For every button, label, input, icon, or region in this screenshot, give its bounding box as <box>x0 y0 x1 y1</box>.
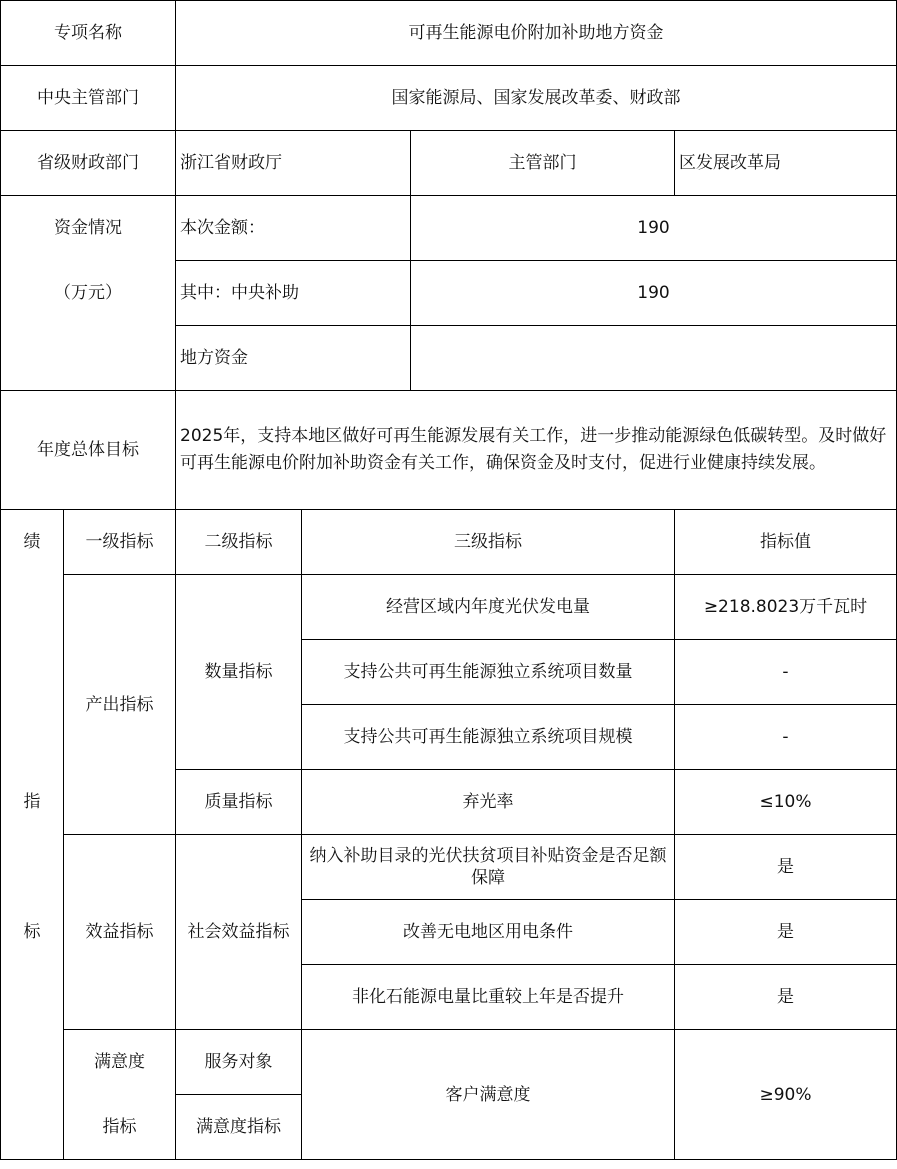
indicator-name: 纳入补助目录的光伏扶贫项目补贴资金是否足额保障 <box>302 835 675 900</box>
satisfaction-indicator-label: 满意度指标 <box>176 1095 302 1160</box>
current-amount-label: 本次金额： <box>176 196 411 261</box>
central-dept-value: 国家能源局、国家发展改革委、财政部 <box>176 66 897 131</box>
output-indicator-label: 产出指标 <box>64 575 176 835</box>
indicator-name: 支持公共可再生能源独立系统项目数量 <box>302 640 675 705</box>
row-central-subsidy <box>1 261 897 326</box>
col-level1-header: 一级指标 <box>64 510 176 575</box>
row-indicator-header <box>1 510 897 575</box>
indicator-value: - <box>675 705 897 770</box>
satisfaction-label-line1: 满意度 <box>64 1030 176 1095</box>
funds-label-line1: 资金情况 <box>1 196 176 261</box>
col-level3-header: 三级指标 <box>302 510 675 575</box>
row-current-amount <box>1 196 897 261</box>
row-local-funds <box>1 326 897 391</box>
funds-label-line2: （万元） <box>1 261 176 326</box>
quantity-indicator-label: 数量指标 <box>176 575 302 770</box>
project-name-value: 可再生能源电价附加补助地方资金 <box>176 1 897 66</box>
funds-label-empty <box>1 326 176 391</box>
annual-goal-label: 年度总体目标 <box>1 391 176 510</box>
row-central-dept <box>1 66 897 131</box>
admin-dept-value: 区发展改革局 <box>675 131 897 196</box>
project-name-label: 专项名称 <box>1 1 176 66</box>
quality-indicator-label: 质量指标 <box>176 770 302 835</box>
satisfaction-label-line2: 指标 <box>64 1095 176 1160</box>
indicator-value: 是 <box>675 900 897 965</box>
central-subsidy-value: 190 <box>411 261 897 326</box>
social-benefit-indicator-label: 社会效益指标 <box>176 835 302 1030</box>
indicator-name: 客户满意度 <box>302 1030 675 1160</box>
indicator-name: 经营区域内年度光伏发电量 <box>302 575 675 640</box>
indicator-name: 弃光率 <box>302 770 675 835</box>
local-funds-value <box>411 326 897 391</box>
benefit-indicator-label: 效益指标 <box>64 835 176 1030</box>
row-annual-goal <box>1 391 897 510</box>
table-row <box>1 575 897 640</box>
row-project-name <box>1 1 897 66</box>
admin-dept-label: 主管部门 <box>411 131 675 196</box>
annual-goal-text: 2025年，支持本地区做好可再生能源发展有关工作，进一步推动能源绿色低碳转型。及时做好可再生能源电价附加补助资金有关工作，确保资金及时支付，促进行业健康持续发展。 <box>176 391 897 510</box>
local-funds-label: 地方资金 <box>176 326 411 391</box>
central-dept-label: 中央主管部门 <box>1 66 176 131</box>
indicator-name: 改善无电地区用电条件 <box>302 900 675 965</box>
current-amount-value: 190 <box>411 196 897 261</box>
side-label-2: 指 <box>1 770 64 835</box>
col-value-header: 指标值 <box>675 510 897 575</box>
prov-finance-label: 省级财政部门 <box>1 131 176 196</box>
indicator-value: - <box>675 640 897 705</box>
indicator-value: 是 <box>675 835 897 900</box>
indicator-value: ≥218.8023万千瓦时 <box>675 575 897 640</box>
row-prov-finance <box>1 131 897 196</box>
table-row <box>1 1030 897 1095</box>
indicator-value: ≥90% <box>675 1030 897 1160</box>
indicator-value: 是 <box>675 965 897 1030</box>
central-subsidy-label: 其中：中央补助 <box>176 261 411 326</box>
side-label-1: 绩 <box>1 510 64 575</box>
indicator-name: 支持公共可再生能源独立系统项目规模 <box>302 705 675 770</box>
indicator-name: 非化石能源电量比重较上年是否提升 <box>302 965 675 1030</box>
indicator-value: ≤10% <box>675 770 897 835</box>
col-level2-header: 二级指标 <box>176 510 302 575</box>
table-row <box>1 835 897 900</box>
side-label-3: 标 <box>1 900 64 965</box>
service-target-label: 服务对象 <box>176 1030 302 1095</box>
prov-finance-value: 浙江省财政厅 <box>176 131 411 196</box>
